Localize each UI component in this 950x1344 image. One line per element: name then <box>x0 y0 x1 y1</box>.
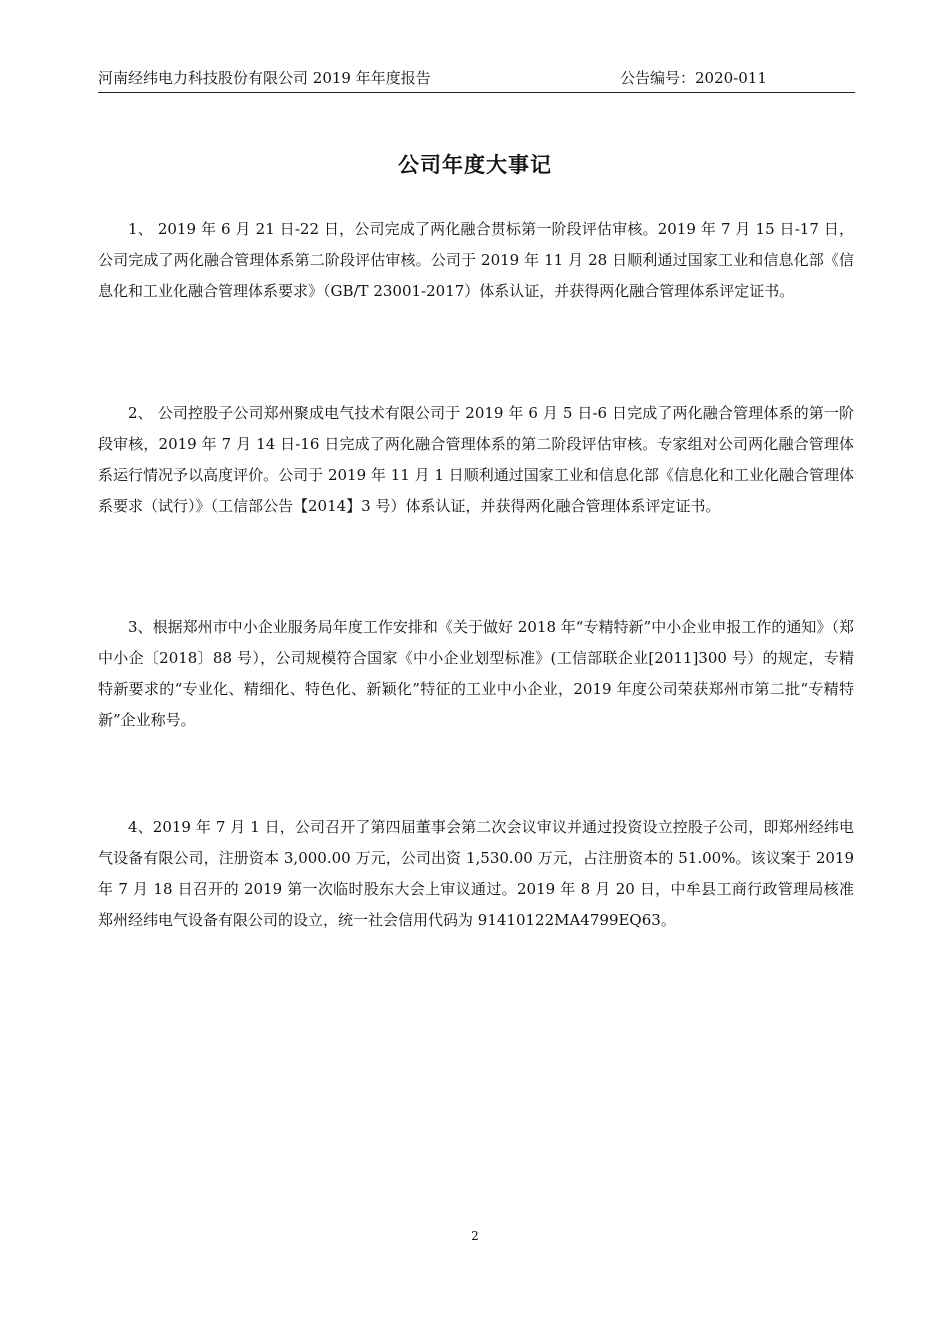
page-number: 2 <box>471 1229 479 1243</box>
header-announcement-number: 公告编号：2020-011 <box>620 69 767 87</box>
event-paragraph-3: 3、根据郑州市中小企业服务局年度工作安排和《关于做好 2018 年“专精特新”中小企业申报工作的通知》（郑中小企〔2018〕88 号），公司规模符合国家《中小企业划型标准》(工信部联企业[2011]300 号）的规定，专精特新要求的“专业化、精细化、特色化、新颖化”特征的工业中小企业，2019 年度公司荣获郑州市第二批“专精特新”企业称号。 <box>98 618 854 729</box>
event-paragraph-2: 2、 公司控股子公司郑州聚成电气技术有限公司于 2019 年 6 月 5 日-6 日完成了两化融合管理体系的第一阶段审核，2019 年 7 月 14 日-16 日完成了两化融合管理体系的第二阶段评估审核。专家组对公司两化融合管理体系运行情况予以高度评价。公司于 2019 年 11 月 1 日顺利通过国家工业和信息化部《信息化和工业化融合管理体系要求（试行）》（工信部公告【2014】3 号）体系认证，并获得两化融合管理体系评定证书。 <box>98 404 854 515</box>
page-title: 公司年度大事记 <box>398 153 552 178</box>
header-company-report: 河南经纬电力科技股份有限公司 2019 年年度报告 <box>98 69 431 87</box>
event-paragraph-4: 4、2019 年 7 月 1 日，公司召开了第四届董事会第二次会议审议并通过投资设立控股子公司，即郑州经纬电气设备有限公司，注册资本 3,000.00 万元，公司出资 1,530.00 万元，占注册资本的 51.00%。该议案于 2019 年 7 月 18 日召开的 2019 第一次临时股东大会上审议通过。2019 年 8 月 20 日，中牟县工商行政管理局核准郑州经纬电气设备有限公司的设立，统一社会信用代码为 91410122MA4799EQ63。 <box>98 818 854 929</box>
page-header <box>98 66 855 93</box>
event-paragraph-1: 1、 2019 年 6 月 21 日-22 日，公司完成了两化融合贯标第一阶段评估审核。2019 年 7 月 15 日-17 日，公司完成了两化融合管理体系第二阶段评估审核。公司于 2019 年 11 月 28 日顺利通过国家工业和信息化部《信息化和工业化融合管理体系要求》（GB/T 23001-2017）体系认证，并获得两化融合管理体系评定证书。 <box>98 220 854 300</box>
